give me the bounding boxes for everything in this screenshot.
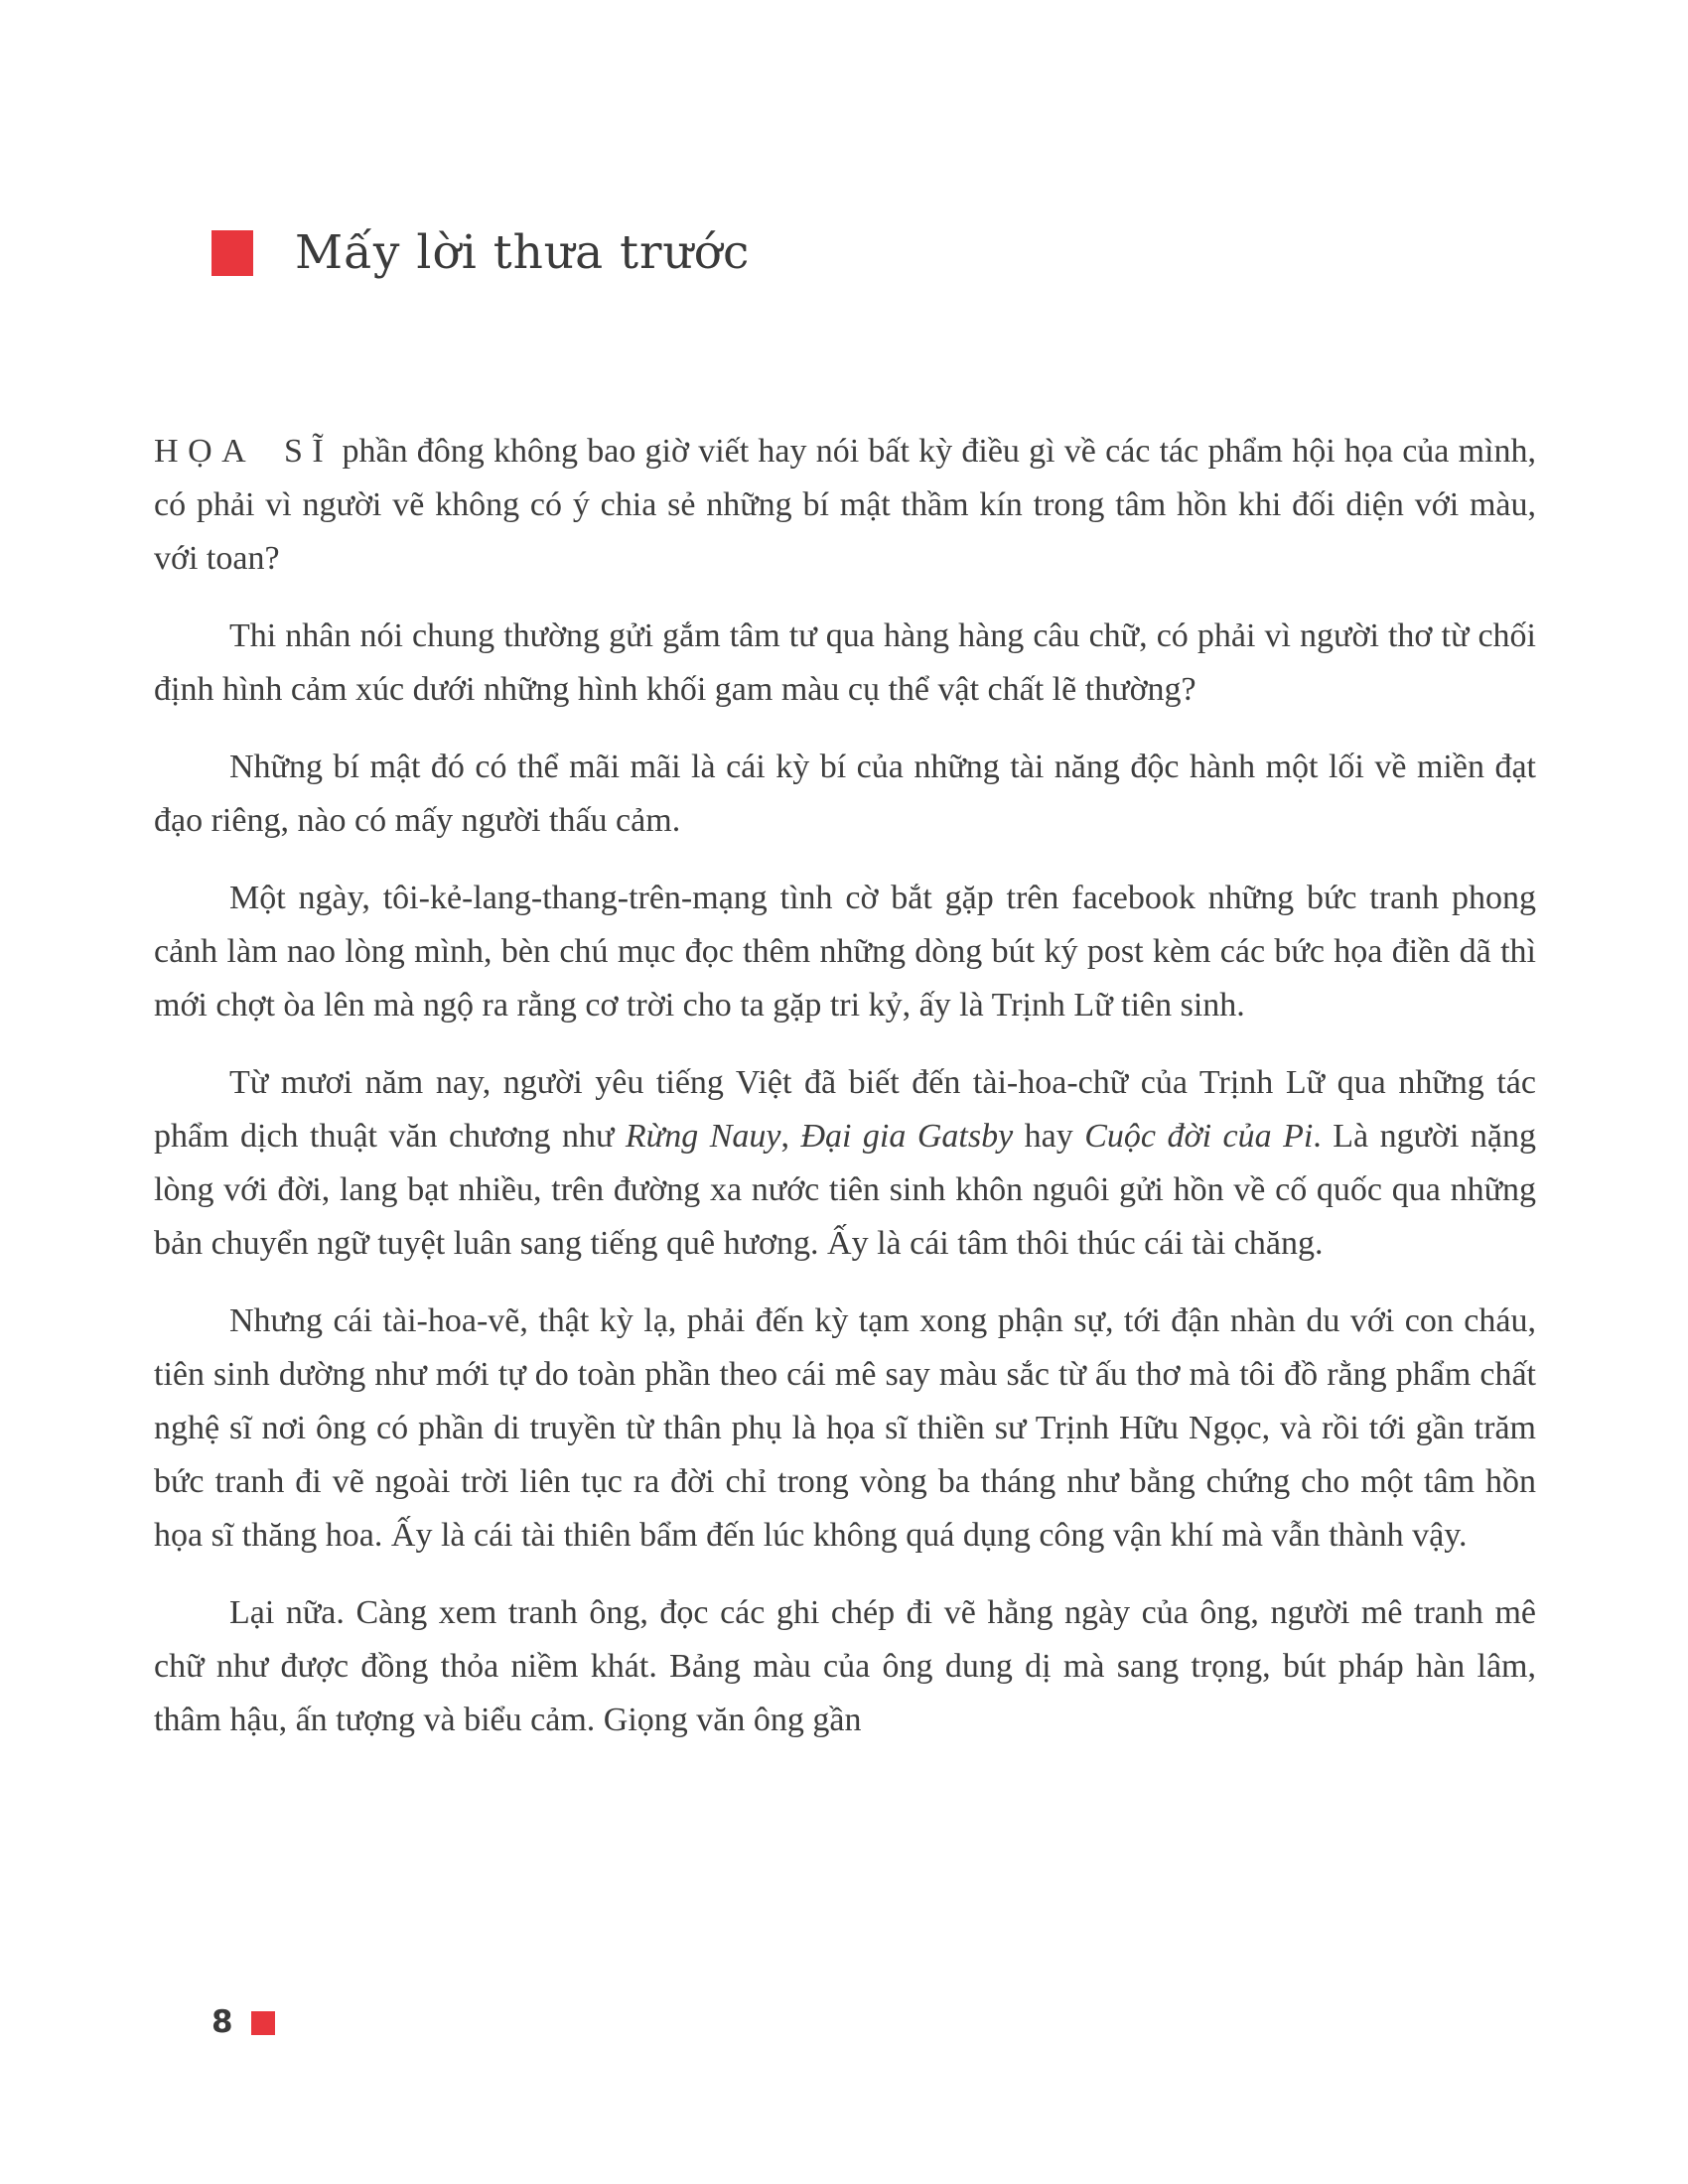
page-footer (211, 2004, 275, 2040)
paragraph (154, 610, 1536, 717)
body-text (154, 425, 1536, 1747)
text-run: Lại nữa. Càng xem tranh ông, đọc các ghi chép đi vẽ hằng ngày của ông, người mê tranh mê chữ như được đồng thỏa niềm khát. Bảng màu của ông dung dị mà sang trọng, bút pháp hàn lâm, thâm hậu, ấn tượng và biểu cảm. Giọng văn ông gần (154, 1594, 1536, 1738)
book-title-italic: Cuộc đời của Pi (1084, 1118, 1314, 1155)
paragraph (154, 1295, 1536, 1563)
paragraph (154, 425, 1536, 586)
text-run: Một ngày, tôi-kẻ-lang-thang-trên-mạng tình cờ bắt gặp trên facebook những bức tranh phong cảnh làm nao lòng mình, bèn chú mục đọc thêm những dòng bút ký post kèm các bức họa điền dã thì mới chợt òa lên mà ngộ ra rằng cơ trời cho ta gặp tri kỷ, ấy là Trịnh Lữ tiên sinh. (154, 880, 1536, 1024)
text-run: Nhưng cái tài-hoa-vẽ, thật kỳ lạ, phải đến kỳ tạm xong phận sự, tới đận nhàn du với con cháu, tiên sinh dường như mới tự do toàn phần theo cái mê say màu sắc từ ấu thơ mà tôi đồ rằng phẩm chất nghệ sĩ nơi ông có phần di truyền từ thân phụ là họa sĩ thiền sư Trịnh Hữu Ngọc, và rồi tới gần trăm bức tranh đi vẽ ngoài trời liên tục ra đời chỉ trong vòng ba tháng như bằng chứng cho một tâm hồn họa sĩ thăng hoa. Ấy là cái tài thiên bẩm đến lúc không quá dụng công vận khí mà vẫn thành vậy. (154, 1302, 1536, 1554)
paragraph-lead-caps: HỌA SĨ (154, 433, 334, 470)
text-run: hay (1013, 1118, 1085, 1155)
text-run: Những bí mật đó có thể mãi mãi là cái kỳ bí của những tài năng độc hành một lối về miền đạt đạo riêng, nào có mấy người thấu cảm. (154, 749, 1536, 839)
chapter-marker-square (211, 230, 253, 276)
paragraph (154, 741, 1536, 848)
paragraph (154, 872, 1536, 1032)
text-run: Từ mươi năm nay, người yêu tiếng Việt đã biết đến tài-hoa-chữ của Trịnh Lữ qua những tác phẩm dịch thuật văn chương như (154, 1064, 1536, 1155)
paragraph (154, 1056, 1536, 1271)
text-run: Thi nhân nói chung thường gửi gắm tâm tư qua hàng hàng câu chữ, có phải vì người thơ từ chối định hình cảm xúc dưới những hình khối gam màu cụ thể vật chất lẽ thường? (154, 617, 1536, 708)
book-title-italic: Đại gia Gatsby (800, 1118, 1014, 1155)
page-number: 8 (211, 2004, 233, 2040)
book-title-italic: Rừng Nauy (625, 1118, 781, 1155)
chapter-title: Mấy lời thưa trước (295, 225, 751, 280)
paragraph (154, 1586, 1536, 1747)
page-number-square (251, 2011, 275, 2035)
chapter-header (211, 225, 751, 280)
text-run: . Là người nặng lòng với đời, lang bạt nhiều, trên đường xa nước tiên sinh khôn nguôi gửi hồn về cố quốc qua những bản chuyển ngữ tuyệt luân sang tiếng quê hương. Ấy là cái tâm thôi thúc cái tài chăng. (154, 1118, 1537, 1262)
text-run: , (780, 1118, 801, 1155)
text-run: phần đông không bao giờ viết hay nói bất kỳ điều gì về các tác phẩm hội họa của mình, có phải vì người vẽ không có ý chia sẻ những bí mật thầm kín trong tâm hồn khi đối diện với màu, với toan? (154, 433, 1536, 577)
